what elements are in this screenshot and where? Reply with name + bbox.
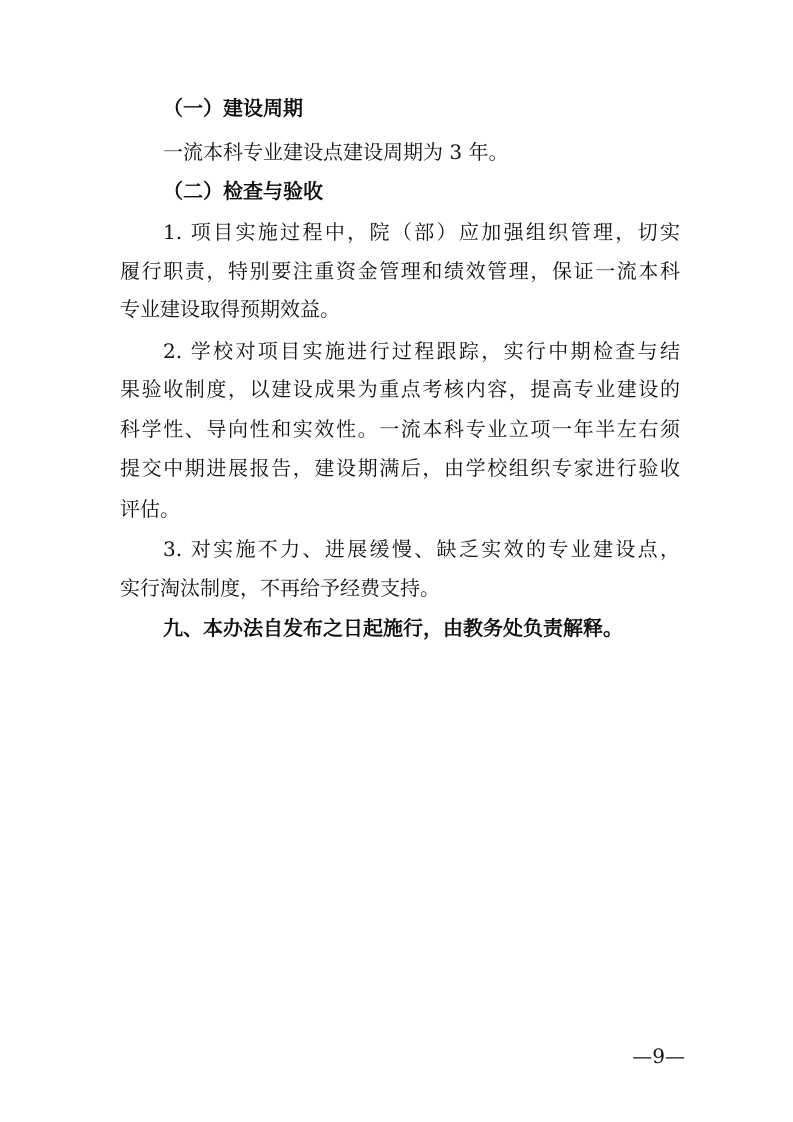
item-3-line-2: 实行淘汰制度，不再给予经费支持。 <box>120 576 440 600</box>
item-1-line-1: 1. 项目实施过程中，院（部）应加强组织管理，切实 <box>163 220 680 244</box>
section-2-heading: （二）检查与验收 <box>163 179 323 203</box>
item-2-line-5: 评估。 <box>120 497 180 521</box>
section-9-heading: 九、本办法自发布之日起施行，由教务处负责解释。 <box>163 616 623 640</box>
item-2-line-1: 2. 学校对项目实施进行过程跟踪，实行中期检查与结 <box>163 339 680 363</box>
item-3-line-1: 3. 对实施不力、进展缓慢、缺乏实效的专业建设点， <box>163 537 680 561</box>
page-number: —9— <box>632 1044 685 1068</box>
section-1-text: 一流本科专业建设点建设周期为 3 年。 <box>163 140 509 164</box>
item-1-line-2: 履行职责，特别要注重资金管理和绩效管理，保证一流本科 <box>120 259 680 283</box>
item-2-line-4: 提交中期进展报告，建设期满后，由学校组织专家进行验收 <box>120 456 680 480</box>
section-1-heading: （一）建设周期 <box>163 96 303 120</box>
item-2-line-2: 果验收制度，以建设成果为重点考核内容，提高专业建设的 <box>120 377 680 401</box>
item-2-line-3: 科学性、导向性和实效性。一流本科专业立项一年半左右须 <box>120 417 680 441</box>
item-1-line-3: 专业建设取得预期效益。 <box>120 297 340 321</box>
